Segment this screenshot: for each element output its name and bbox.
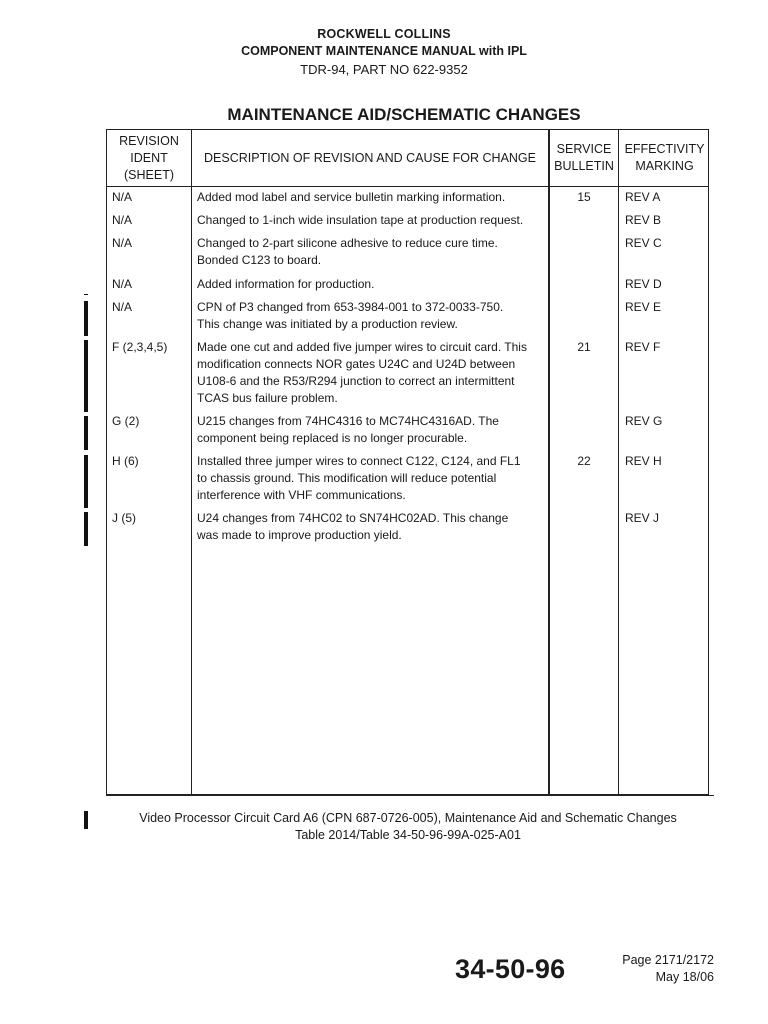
change-bar-tick (84, 294, 88, 295)
row-description: U24 changes from 74HC02 to SN74HC02AD. This change was made to improve production yield. (197, 511, 509, 542)
column-divider (191, 130, 192, 794)
change-bar (84, 416, 88, 450)
column-header-description: DESCRIPTION OF REVISION AND CAUSE FOR CHANGE (204, 150, 536, 165)
column-header-service-bulletin: SERVICE BULLETIN (554, 142, 614, 173)
row-description: U215 changes from 74HC4316 to MC74HC4316AD. The component being replaced is no longer procurable. (197, 414, 499, 445)
page-date: May 18/06 (655, 970, 714, 984)
column-header-revision: REVISION IDENT (SHEET) (119, 133, 179, 182)
row-description: CPN of P3 changed from 653-3984-001 to 372-0033-750. This change was initiated by a production review. (197, 300, 504, 331)
row-service-bulletin: 22 (577, 454, 591, 468)
table-number: Table 2014/Table 34-50-96-99A-025-A01 (295, 828, 521, 842)
header-part-number: TDR-94, PART NO 622-9352 (300, 62, 468, 77)
row-effectivity: REV J (625, 511, 660, 525)
row-ident: H (6) (112, 454, 139, 468)
row-service-bulletin: 21 (577, 340, 591, 354)
row-description: Added information for production. (197, 277, 375, 291)
row-service-bulletin: 15 (577, 190, 591, 204)
row-effectivity: REV B (625, 213, 662, 227)
page-info (622, 952, 714, 986)
change-bar (84, 512, 88, 546)
page-title: MAINTENANCE AID/SCHEMATIC CHANGES (227, 105, 581, 124)
row-ident: N/A (112, 277, 133, 291)
row-effectivity: REV F (625, 340, 661, 354)
row-description: Changed to 1-inch wide insulation tape at production request. (197, 213, 524, 227)
change-bar (84, 301, 88, 336)
page-number: Page 2171/2172 (622, 953, 714, 967)
header-company: ROCKWELL COLLINS (317, 27, 451, 41)
table-caption: Video Processor Circuit Card A6 (CPN 687-0726-005), Maintenance Aid and Schematic Changes (139, 811, 677, 825)
document-number: 34-50-96 (455, 954, 566, 984)
row-ident: J (5) (112, 511, 136, 525)
row-ident: F (2,3,4,5) (112, 340, 168, 354)
row-ident: N/A (112, 213, 133, 227)
row-effectivity: REV A (625, 190, 661, 204)
column-header-effectivity: EFFECTIVITY MARKING (624, 142, 705, 173)
change-bar (84, 455, 88, 508)
header-manual: COMPONENT MAINTENANCE MANUAL with IPL (241, 44, 527, 58)
header-divider (107, 186, 708, 187)
row-ident: G (2) (112, 414, 140, 428)
row-description: Made one cut and added five jumper wires to circuit card. This modification connects NOR gates U24C and U24D between U108-6 and the R53/R294 junction to correct an intermittent TCAS bus failure problem. (197, 340, 527, 405)
row-effectivity: REV E (625, 300, 662, 314)
row-effectivity: REV D (625, 277, 662, 291)
row-effectivity: REV G (625, 414, 663, 428)
row-ident: N/A (112, 190, 133, 204)
row-effectivity: REV C (625, 236, 662, 250)
change-bar (84, 340, 88, 412)
row-effectivity: REV H (625, 454, 662, 468)
row-description: Added mod label and service bulletin marking information. (197, 190, 506, 204)
row-description: Changed to 2-part silicone adhesive to reduce cure time. Bonded C123 to board. (197, 236, 498, 267)
row-ident: N/A (112, 300, 133, 314)
row-description: Installed three jumper wires to connect C122, C124, and FL1 to chassis ground. This modification will reduce potential interference with VHF communications. (197, 454, 521, 502)
row-ident: N/A (112, 236, 133, 250)
column-divider (618, 130, 619, 794)
table-bottom-rule (106, 795, 714, 796)
